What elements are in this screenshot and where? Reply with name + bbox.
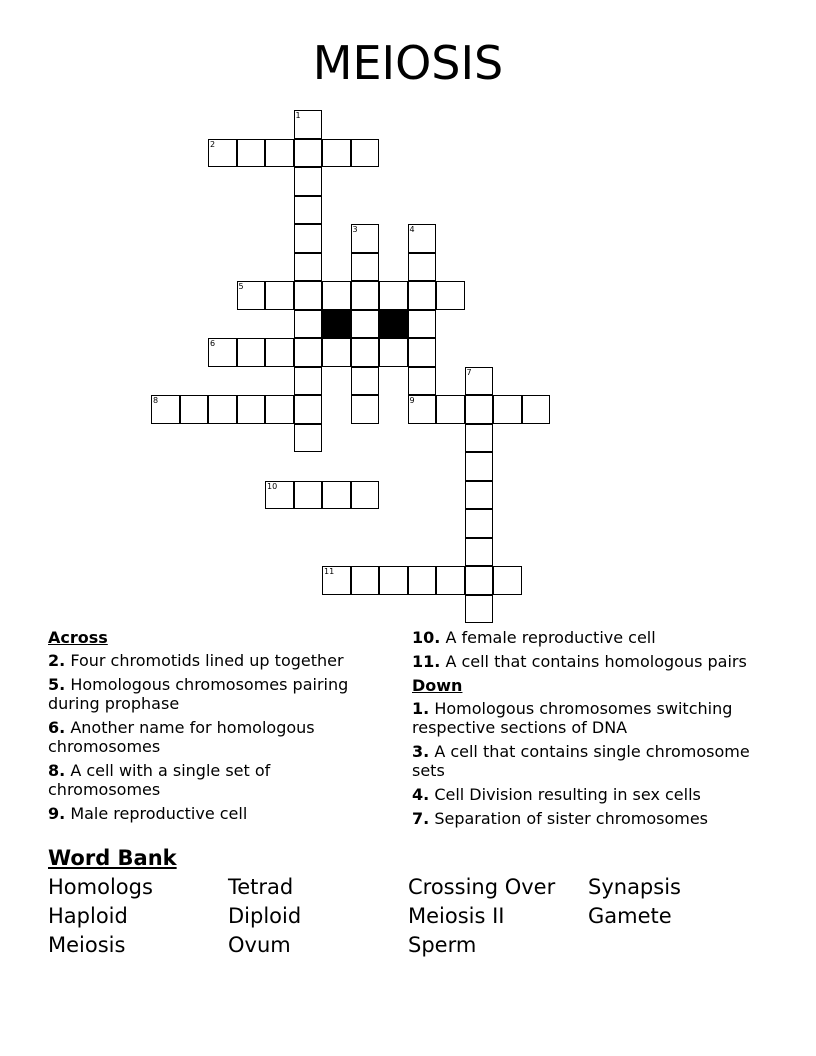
grid-cell[interactable] — [351, 338, 380, 367]
word-bank-item: Diploid — [228, 904, 302, 928]
grid-cell[interactable] — [493, 566, 522, 595]
grid-cell[interactable] — [322, 566, 351, 595]
clue-text: Cell Division resulting in sex cells — [434, 785, 701, 804]
grid-cell[interactable] — [436, 395, 465, 424]
clue-text: Separation of sister chromosomes — [434, 809, 709, 828]
word-bank-item: Ovum — [228, 933, 291, 957]
clue-number: 5. — [48, 675, 66, 694]
across-clue-2 — [48, 651, 378, 670]
grid-cell[interactable] — [265, 281, 294, 310]
grid-cell[interactable] — [408, 566, 437, 595]
grid-cell[interactable] — [379, 566, 408, 595]
grid-cell[interactable] — [436, 566, 465, 595]
grid-cell[interactable] — [294, 281, 323, 310]
clues-left-column — [48, 628, 378, 828]
grid-cell[interactable] — [493, 395, 522, 424]
grid-cell[interactable] — [436, 281, 465, 310]
word-bank-item: Sperm — [408, 933, 477, 957]
clues-right-column — [412, 628, 778, 833]
word-bank — [48, 846, 768, 957]
clue-number: 9. — [48, 804, 66, 823]
clue-text: A cell that contains single chromosome sets — [412, 742, 750, 780]
grid-cell[interactable] — [237, 338, 266, 367]
grid-cell[interactable] — [294, 196, 323, 225]
grid-cell[interactable] — [294, 139, 323, 168]
grid-cell[interactable] — [351, 367, 380, 396]
grid-cell[interactable] — [408, 253, 437, 282]
grid-cell[interactable] — [465, 395, 494, 424]
grid-cell[interactable] — [351, 395, 380, 424]
down-clue-3 — [412, 742, 778, 780]
word-bank-item: Crossing Over — [408, 875, 556, 899]
clue-text: A cell that contains homologous pairs — [445, 652, 747, 671]
clue-number: 6. — [48, 718, 66, 737]
grid-cell[interactable] — [465, 595, 494, 624]
grid-cell[interactable] — [351, 566, 380, 595]
grid-cell[interactable] — [408, 367, 437, 396]
grid-cell[interactable] — [237, 281, 266, 310]
grid-cell[interactable] — [265, 338, 294, 367]
across-clue-6 — [48, 718, 378, 756]
grid-cell[interactable] — [351, 481, 380, 510]
clue-text: Four chromotids lined up together — [70, 651, 344, 670]
grid-cell[interactable] — [408, 224, 437, 253]
clue-number-label: 10 — [267, 481, 278, 491]
grid-cell[interactable] — [465, 424, 494, 453]
grid-cell[interactable] — [379, 338, 408, 367]
grid-cell[interactable] — [265, 139, 294, 168]
grid-cell[interactable] — [294, 224, 323, 253]
word-bank-item: Homologs — [48, 875, 153, 899]
grid-cell[interactable] — [294, 338, 323, 367]
grid-cell[interactable] — [379, 281, 408, 310]
grid-cell[interactable] — [237, 395, 266, 424]
grid-cell[interactable] — [151, 395, 180, 424]
grid-cell[interactable] — [322, 338, 351, 367]
grid-cell[interactable] — [351, 310, 380, 339]
clue-number-label: 7 — [466, 367, 472, 377]
page-title: MEIOSIS — [312, 36, 504, 90]
across-clue-10 — [412, 628, 778, 647]
grid-cell[interactable] — [351, 281, 380, 310]
clue-number-label: 1 — [295, 111, 301, 120]
grid-cell[interactable] — [322, 481, 351, 510]
grid-cell[interactable] — [294, 167, 323, 196]
grid-cell[interactable] — [322, 281, 351, 310]
down-clue-4 — [412, 785, 778, 804]
grid-cell[interactable] — [294, 395, 323, 424]
word-bank-item: Haploid — [48, 904, 128, 928]
grid-cell[interactable] — [294, 481, 323, 510]
clue-number: 8. — [48, 761, 66, 780]
grid-cell[interactable] — [351, 253, 380, 282]
grid-cell[interactable] — [522, 395, 551, 424]
across-clue-11 — [412, 652, 778, 671]
across-clue-9 — [48, 804, 378, 823]
grid-cell[interactable] — [408, 395, 437, 424]
clue-number: 1. — [412, 699, 430, 718]
word-bank-item: Meiosis II — [408, 904, 505, 928]
clue-text: A cell with a single set of chromosomes — [48, 761, 271, 799]
across-heading: Across — [48, 628, 108, 647]
clue-number: 11. — [412, 652, 441, 671]
clue-number: 10. — [412, 628, 441, 647]
across-clue-5 — [48, 675, 378, 713]
clue-number-label: 9 — [409, 396, 415, 405]
clue-text: Male reproductive cell — [70, 804, 248, 823]
down-clue-7 — [412, 809, 778, 828]
grid-cell[interactable] — [408, 281, 437, 310]
clue-text: A female reproductive cell — [445, 628, 656, 647]
grid-cell[interactable] — [322, 139, 351, 168]
grid-cell[interactable] — [465, 452, 494, 481]
grid-cell[interactable] — [208, 395, 237, 424]
grid-cell[interactable] — [294, 110, 323, 139]
word-bank-item: Synapsis — [588, 875, 681, 899]
grid-cell[interactable] — [237, 139, 266, 168]
word-bank-heading: Word Bank — [48, 846, 177, 870]
clue-number-label: 11 — [324, 567, 335, 576]
clue-number: 2. — [48, 651, 66, 670]
grid-cell-blocked — [379, 310, 408, 339]
grid-cell[interactable] — [294, 310, 323, 339]
grid-cell[interactable] — [408, 338, 437, 367]
word-bank-item: Gamete — [588, 904, 672, 928]
word-bank-item: Meiosis — [48, 933, 126, 957]
grid-cell[interactable] — [208, 139, 237, 168]
clue-number-label: 5 — [238, 282, 244, 291]
grid-cell[interactable] — [465, 509, 494, 538]
clue-number-label: 3 — [352, 225, 358, 234]
word-bank-list — [48, 876, 768, 957]
grid-cell[interactable] — [180, 395, 209, 424]
clue-number: 3. — [412, 742, 430, 761]
clue-number: 4. — [412, 785, 430, 804]
grid-cell[interactable] — [265, 481, 294, 510]
clue-text: Another name for homologous chromosomes — [48, 718, 315, 756]
clue-number-label: 6 — [210, 339, 216, 348]
grid-cell[interactable] — [208, 338, 237, 367]
clue-text: Homologous chromosomes switching respective sections of DNA — [412, 699, 733, 737]
grid-cell[interactable] — [265, 395, 294, 424]
grid-cell-blocked — [322, 310, 351, 339]
grid-cell[interactable] — [465, 481, 494, 510]
clue-number-label: 2 — [210, 139, 216, 149]
clue-number-label: 4 — [409, 225, 415, 234]
grid-cell[interactable] — [465, 566, 494, 595]
grid-cell[interactable] — [294, 253, 323, 282]
clue-number: 7. — [412, 809, 430, 828]
grid-cell[interactable] — [465, 367, 494, 396]
down-clue-1 — [412, 699, 778, 737]
grid-cell[interactable] — [408, 310, 437, 339]
clue-number-label: 8 — [153, 396, 159, 405]
grid-cell[interactable] — [294, 424, 323, 453]
clue-text: Homologous chromosomes pairing during prophase — [48, 675, 349, 713]
grid-cell[interactable] — [294, 367, 323, 396]
across-clue-8 — [48, 761, 378, 799]
grid-cell[interactable] — [465, 538, 494, 567]
grid-cell[interactable] — [351, 139, 380, 168]
word-bank-item: Tetrad — [228, 875, 294, 899]
grid-cell[interactable] — [351, 224, 380, 253]
down-heading: Down — [412, 676, 463, 695]
